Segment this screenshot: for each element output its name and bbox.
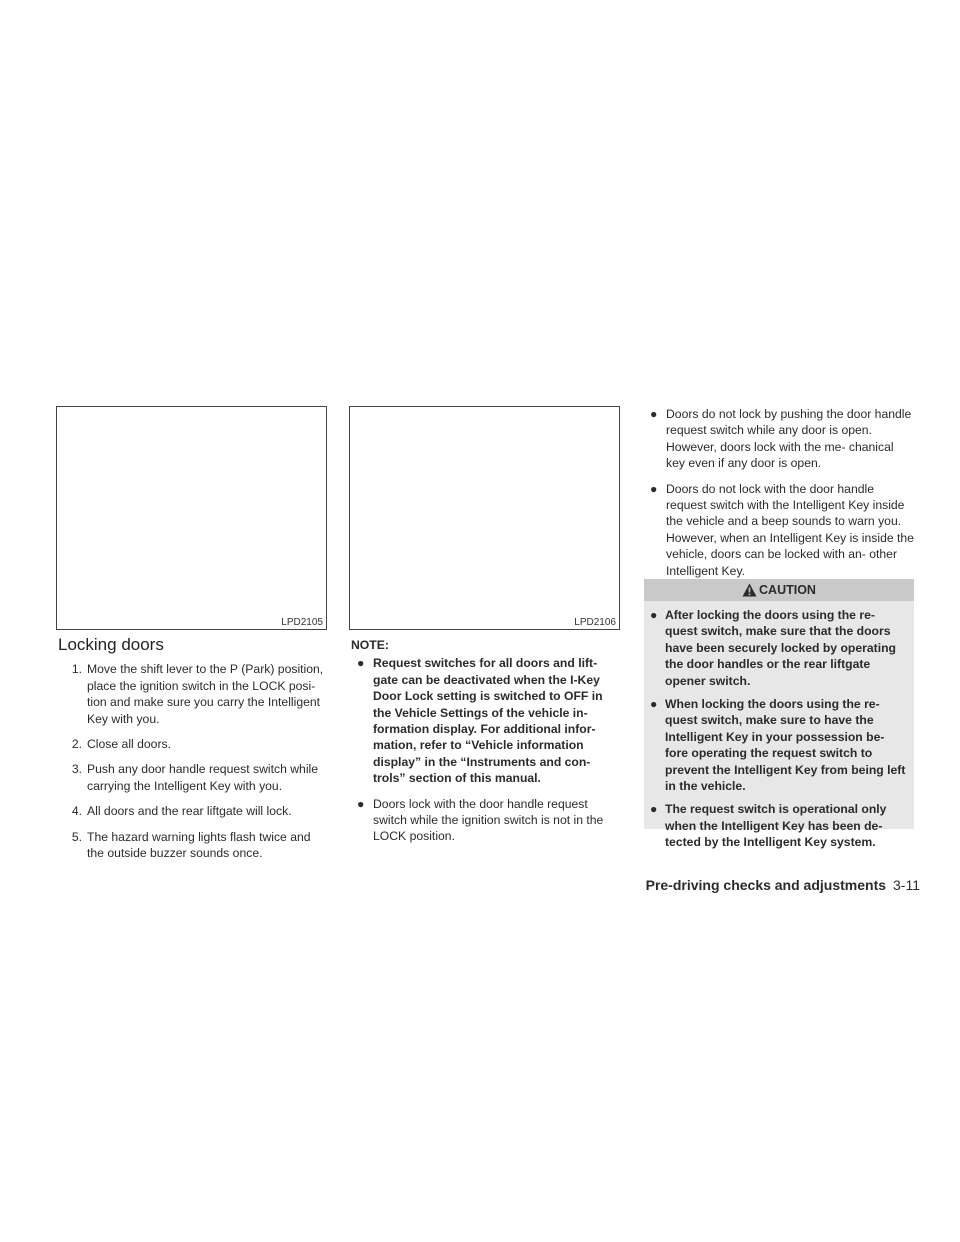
note-section <box>351 637 621 854</box>
bullet-icon: ● <box>650 407 658 421</box>
list-item: ● Doors lock with the door handle request switch while the ignition switch is not in the LOCK position. <box>357 796 604 844</box>
warning-triangle-icon <box>742 583 759 597</box>
bullet-icon: ● <box>650 802 658 817</box>
caution-title: CAUTION <box>759 583 816 597</box>
list-item: ● Doors do not lock with the door handle request switch with the Intelligent Key inside the vehicle and a beep sounds to warn you. However, when an Intelligent Key is inside the vehicle, doors can be locked with an- other Intelligent Key. <box>650 481 914 578</box>
section-title: Locking doors <box>58 635 164 654</box>
caution-box <box>644 579 914 850</box>
list-item: ● Request switches for all doors and lift- gate can be deactivated when the I-Key Door Lock setting is switched to OFF in the Vehicle Settings of the vehicle in- formation display. For additional infor- mation, refer to “Vehicle information display” in the “Instruments and con- trols” section of this manual. <box>357 656 603 786</box>
list-item: ● When locking the doors using the re- quest switch, make sure to have the Intelligent Key in your possession be- fore operating the request switch to prevent the Intelligent Key from being left in the vehicle. <box>650 697 906 794</box>
bullet-icon: ● <box>357 796 365 811</box>
list-item: 3. Push any door handle request switch while carrying the Intelligent Key with you. <box>71 762 319 793</box>
figure-lpd2105 <box>56 406 327 630</box>
section-name: Pre-driving checks and adjustments <box>645 877 887 893</box>
list-item: ● Doors do not lock by pushing the door handle request switch while any door is open. However, doors lock with the me- chanical key even if any door is open. <box>650 407 912 471</box>
steps-list <box>58 661 328 861</box>
bullet-icon: ● <box>650 481 658 496</box>
right-bullets <box>644 406 914 579</box>
bullet-icon: ● <box>650 697 658 712</box>
list-item: ● After locking the doors using the re- quest switch, make sure that the doors have been securely locked by operating the door handles or the rear liftgate opener switch. <box>650 608 896 688</box>
right-bullets-section <box>644 406 914 588</box>
bullet-icon: ● <box>650 608 658 622</box>
page-footer <box>646 877 920 893</box>
locking-doors-section <box>58 637 328 870</box>
note-title: NOTE: <box>351 638 389 652</box>
figure-lpd2106 <box>349 406 620 630</box>
figure-label: LPD2106 <box>574 617 616 628</box>
list-item: 5. The hazard warning lights flash twice and the outside buzzer sounds once. <box>71 829 311 861</box>
list-item: 2. Close all doors. <box>71 737 171 752</box>
figure-label: LPD2105 <box>281 617 323 628</box>
list-item: ● The request switch is operational only when the Intelligent Key has been de- tected by the Intelligent Key system. <box>650 802 887 850</box>
list-item: 1. Move the shift lever to the P (Park) position, place the ignition switch in the LOCK posi- tion and make sure you carry the Intelligent Key with you. <box>71 662 324 726</box>
page-number: 3-11 <box>893 877 920 893</box>
caution-bullets <box>644 607 906 851</box>
caution-header <box>644 579 914 601</box>
list-item: 4. All doors and the rear liftgate will lock. <box>71 804 292 819</box>
note-bullets <box>351 655 621 844</box>
bullet-icon: ● <box>357 656 365 671</box>
